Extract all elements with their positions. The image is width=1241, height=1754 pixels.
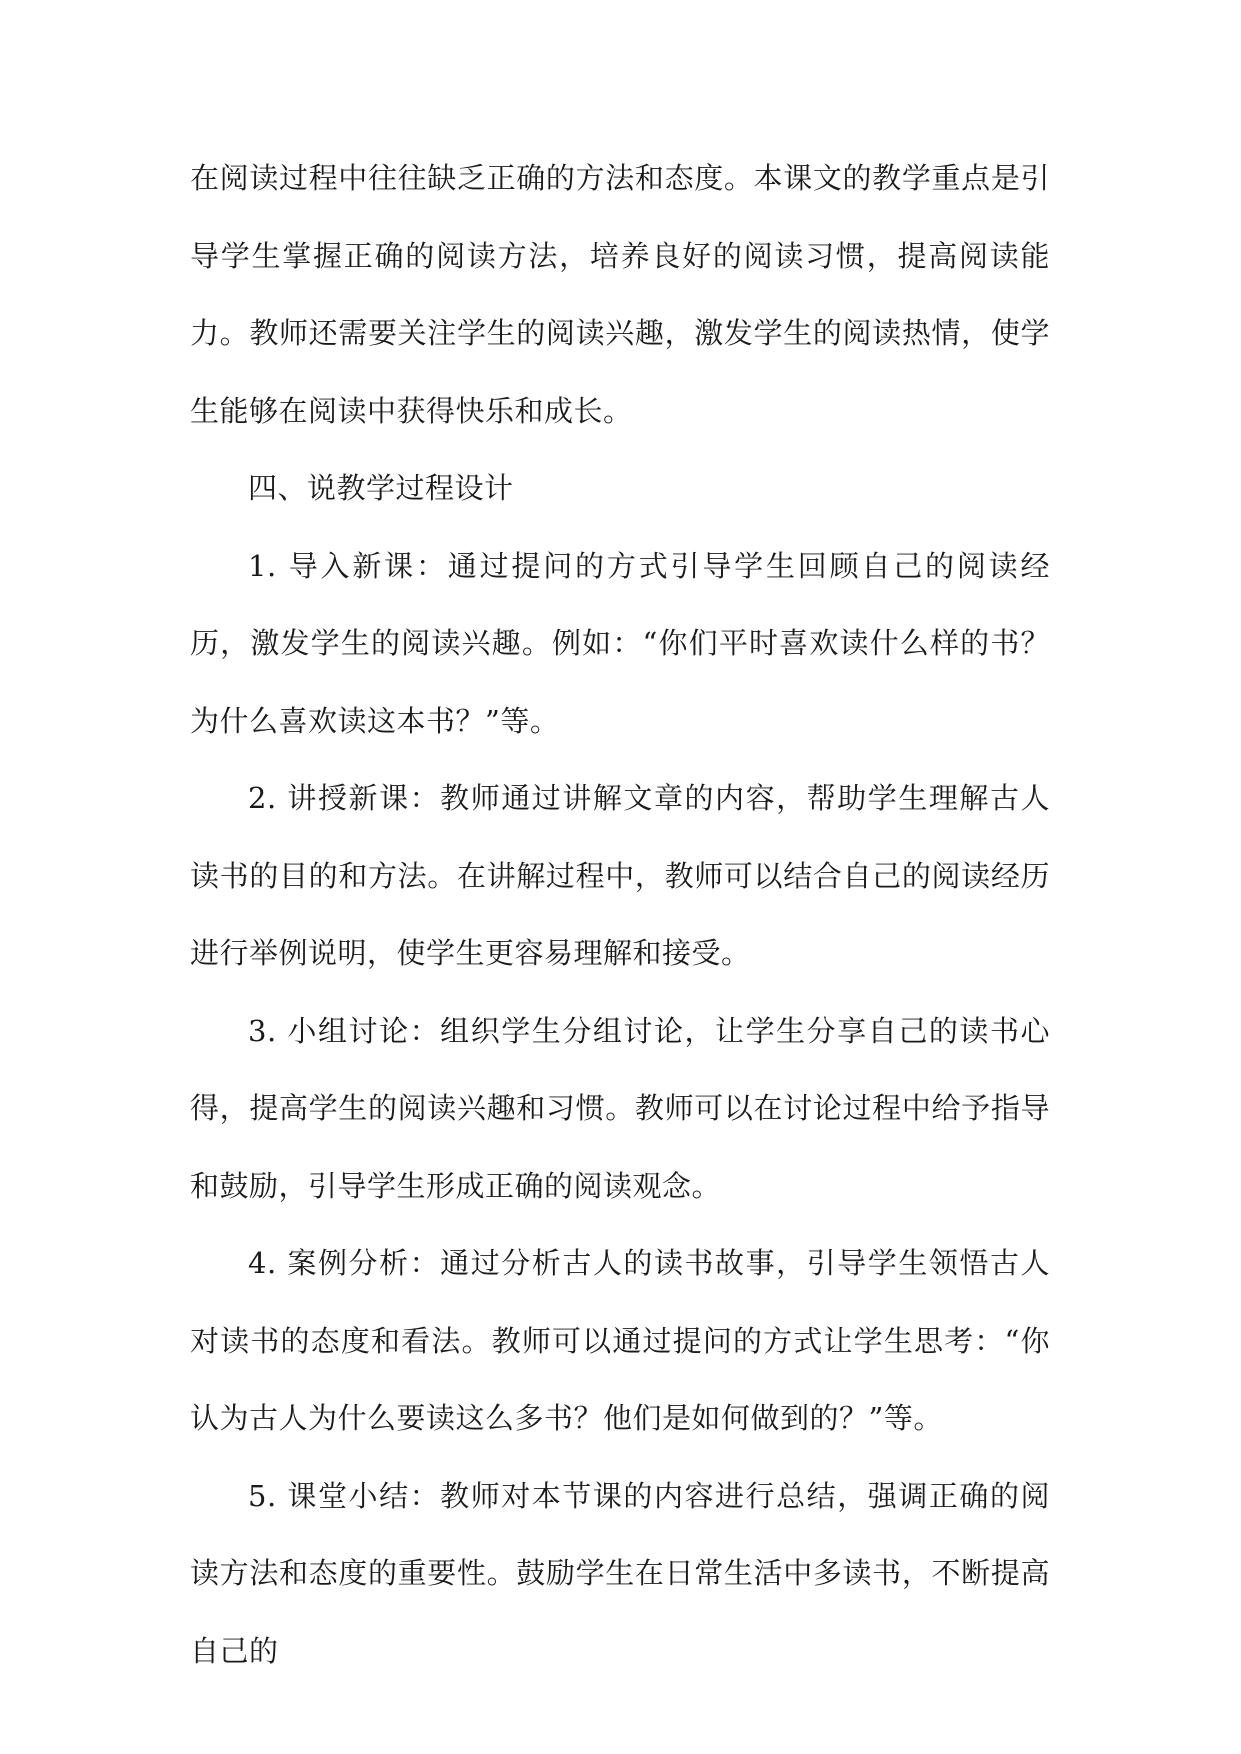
paragraph-continuation: 在阅读过程中往往缺乏正确的方法和态度。本课文的教学重点是引导学生掌握正确的阅读方法，培养良好的阅读习惯，提高阅读能力。教师还需要关注学生的阅读兴趣，激发学生的阅读热情，使学生能够在阅读中获得快乐和成长。 <box>190 161 1050 428</box>
paragraph-step-5: 5. 课堂小结：教师对本节课的内容进行总结，强调正确的阅读方法和态度的重要性。鼓励学生在日常生活中多读书，不断提高自己的 <box>190 1478 1050 1668</box>
paragraph-step-1: 1. 导入新课：通过提问的方式引导学生回顾自己的阅读经历，激发学生的阅读兴趣。例如：“你们平时喜欢读什么样的书？为什么喜欢读这本书？”等。 <box>190 548 1050 738</box>
body-text <box>190 140 1050 1690</box>
paragraph-step-3: 3. 小组讨论：组织学生分组讨论，让学生分享自己的读书心得，提高学生的阅读兴趣和习惯。教师可以在讨论过程中给予指导和鼓励，引导学生形成正确的阅读观念。 <box>190 1013 1050 1203</box>
section-heading: 四、说教学过程设计 <box>248 471 514 505</box>
paragraph-step-4: 4. 案例分析：通过分析古人的读书故事，引导学生领悟古人对读书的态度和看法。教师可以通过提问的方式让学生思考：“你认为古人为什么要读这么多书？他们是如何做到的？”等。 <box>190 1246 1050 1435</box>
paragraph-step-2: 2. 讲授新课：教师通过讲解文章的内容，帮助学生理解古人读书的目的和方法。在讲解过程中，教师可以结合自己的阅读经历进行举例说明，使学生更容易理解和接受。 <box>190 781 1050 970</box>
